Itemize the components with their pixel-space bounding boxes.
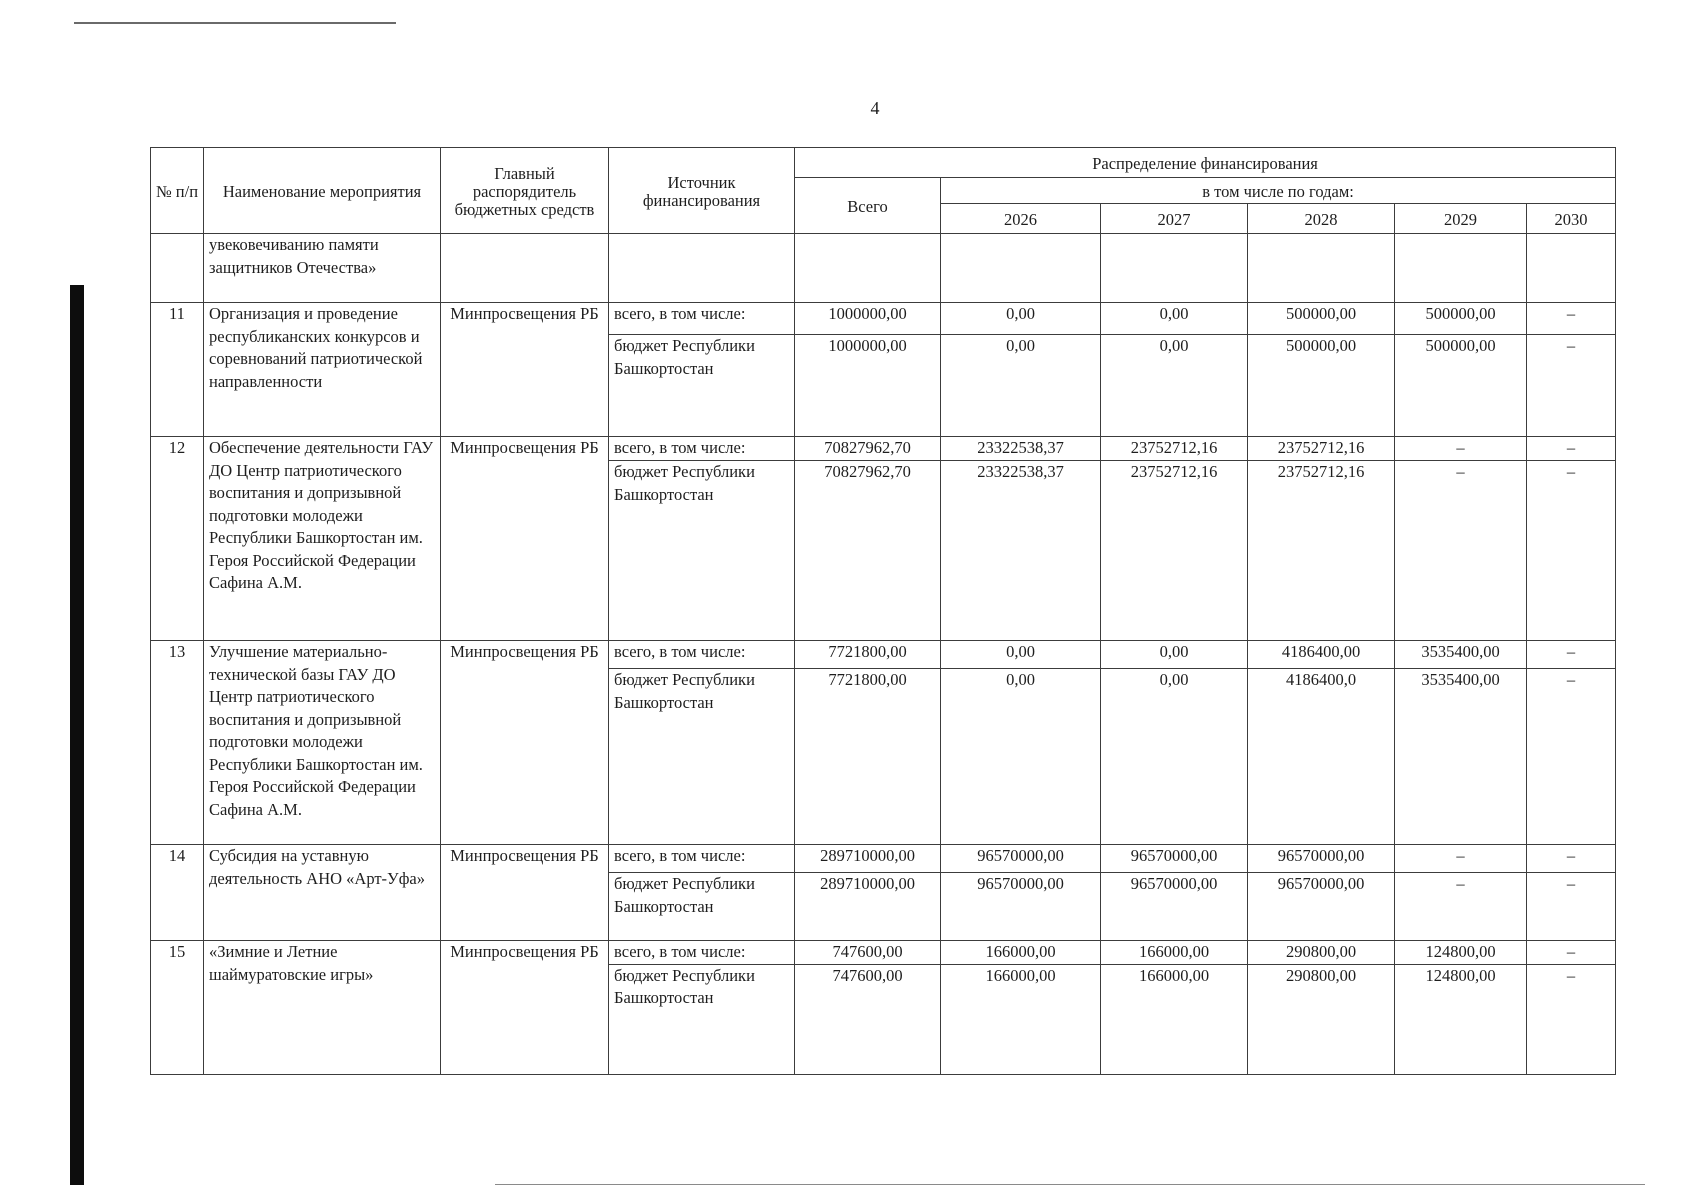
table-row [151, 234, 1616, 303]
row-budget-label: бюджет Республики Башкортостан [609, 461, 795, 641]
row-budget-2028: 500000,00 [1248, 335, 1395, 437]
row-manager: Минпросвещения РБ [441, 437, 609, 641]
row-budget-value: 70827962,70 [795, 461, 941, 641]
row-number: 15 [151, 941, 204, 1075]
header-year-2026: 2026 [941, 204, 1101, 234]
row-budget-2027: 0,00 [1101, 669, 1248, 845]
row-budget-2030: – [1527, 873, 1616, 941]
row-total-value: 70827962,70 [795, 437, 941, 461]
row-name: «Зимние и Летние шаймуратовские игры» [204, 941, 441, 1075]
row-total-2029: – [1395, 437, 1527, 461]
table-row [151, 941, 1616, 965]
row-budget-2028: 23752712,16 [1248, 461, 1395, 641]
row-total-2027: 166000,00 [1101, 941, 1248, 965]
row-budget-value: 1000000,00 [795, 335, 941, 437]
row-budget-2030: – [1527, 461, 1616, 641]
row-budget-2027: 166000,00 [1101, 964, 1248, 1074]
row-total-label: всего, в том числе: [609, 941, 795, 965]
scan-artifact-top-line [74, 22, 396, 24]
scan-artifact-bottom-line [495, 1184, 1645, 1185]
page-number: 4 [870, 98, 880, 118]
row-number: 12 [151, 437, 204, 641]
header-name: Наименование мероприятия [204, 148, 441, 234]
row-budget-2028: 4186400,0 [1248, 669, 1395, 845]
row-total-2030: – [1527, 641, 1616, 669]
header-year-2027: 2027 [1101, 204, 1248, 234]
table-row [151, 641, 1616, 669]
row-budget-2026: 0,00 [941, 669, 1101, 845]
row-total-2026: 96570000,00 [941, 845, 1101, 873]
row-total-2027: 0,00 [1101, 303, 1248, 335]
row-budget-2029: – [1395, 461, 1527, 641]
header-year-2029: 2029 [1395, 204, 1527, 234]
financing-table [150, 147, 1616, 1075]
row-budget-2029: – [1395, 873, 1527, 941]
row-total-value: 1000000,00 [795, 303, 941, 335]
row-budget-2026: 96570000,00 [941, 873, 1101, 941]
row-budget-label: бюджет Республики Башкортостан [609, 335, 795, 437]
row-budget-2030: – [1527, 964, 1616, 1074]
row-total-2026: 166000,00 [941, 941, 1101, 965]
row-budget-2029: 124800,00 [1395, 964, 1527, 1074]
row-total-label: всего, в том числе: [609, 845, 795, 873]
row-name: Улучшение материально-технической базы ГАУ ДО Центр патриотического воспитания и допризывной подготовки молодежи Республики Башкортостан им. Героя Российской Федерации Сафина А.М. [204, 641, 441, 845]
row-budget-2028: 290800,00 [1248, 964, 1395, 1074]
header-year-2030: 2030 [1527, 204, 1616, 234]
row-manager: Минпросвещения РБ [441, 845, 609, 941]
row-budget-2030: – [1527, 335, 1616, 437]
header-manager: Главный распорядитель бюджетных средств [441, 148, 609, 234]
scan-artifact-left-bar [70, 285, 84, 1185]
table-row [151, 303, 1616, 335]
row-total-2029: 3535400,00 [1395, 641, 1527, 669]
row-total-2030: – [1527, 845, 1616, 873]
row-total-2030: – [1527, 437, 1616, 461]
row-manager: Минпросвещения РБ [441, 941, 609, 1075]
row-total-2027: 96570000,00 [1101, 845, 1248, 873]
table-row [151, 845, 1616, 873]
header-total: Всего [795, 178, 941, 234]
row-total-2026: 0,00 [941, 641, 1101, 669]
row-budget-2026: 0,00 [941, 335, 1101, 437]
row-budget-value: 747600,00 [795, 964, 941, 1074]
header-number: № п/п [151, 148, 204, 234]
header-year-2028: 2028 [1248, 204, 1395, 234]
row-budget-2028: 96570000,00 [1248, 873, 1395, 941]
row-manager: Минпросвещения РБ [441, 303, 609, 437]
row-total-2027: 23752712,16 [1101, 437, 1248, 461]
row-total-label: всего, в том числе: [609, 437, 795, 461]
row-total-2029: – [1395, 845, 1527, 873]
row-number: 14 [151, 845, 204, 941]
row-budget-2026: 23322538,37 [941, 461, 1101, 641]
continuation-name: увековечиванию памяти защитников Отечества» [204, 234, 441, 303]
header-distribution: Распределение финансирования [795, 148, 1616, 178]
table-row [151, 437, 1616, 461]
row-total-2028: 4186400,00 [1248, 641, 1395, 669]
row-total-2028: 96570000,00 [1248, 845, 1395, 873]
row-total-2029: 124800,00 [1395, 941, 1527, 965]
row-total-value: 7721800,00 [795, 641, 941, 669]
row-budget-2029: 3535400,00 [1395, 669, 1527, 845]
row-total-2030: – [1527, 941, 1616, 965]
row-total-2029: 500000,00 [1395, 303, 1527, 335]
row-budget-2027: 0,00 [1101, 335, 1248, 437]
row-total-2027: 0,00 [1101, 641, 1248, 669]
row-budget-label: бюджет Республики Башкортостан [609, 669, 795, 845]
row-budget-2027: 96570000,00 [1101, 873, 1248, 941]
header-source: Источник финансирования [609, 148, 795, 234]
row-budget-2029: 500000,00 [1395, 335, 1527, 437]
row-budget-value: 289710000,00 [795, 873, 941, 941]
row-total-2030: – [1527, 303, 1616, 335]
row-name: Субсидия на уставную деятельность АНО «Арт-Уфа» [204, 845, 441, 941]
row-budget-2030: – [1527, 669, 1616, 845]
row-total-2028: 23752712,16 [1248, 437, 1395, 461]
row-total-2026: 0,00 [941, 303, 1101, 335]
row-manager: Минпросвещения РБ [441, 641, 609, 845]
row-total-value: 747600,00 [795, 941, 941, 965]
row-name: Обеспечение деятельности ГАУ ДО Центр патриотического воспитания и допризывной подготовки молодежи Республики Башкортостан им. Героя Российской Федерации Сафина А.М. [204, 437, 441, 641]
row-total-2028: 500000,00 [1248, 303, 1395, 335]
row-name: Организация и проведение республиканских конкурсов и соревнований патриотической направленности [204, 303, 441, 437]
row-budget-label: бюджет Республики Башкортостан [609, 964, 795, 1074]
row-total-label: всего, в том числе: [609, 641, 795, 669]
row-budget-2026: 166000,00 [941, 964, 1101, 1074]
header-by-years: в том числе по годам: [941, 178, 1616, 204]
row-total-label: всего, в том числе: [609, 303, 795, 335]
row-number: 11 [151, 303, 204, 437]
row-number: 13 [151, 641, 204, 845]
row-total-value: 289710000,00 [795, 845, 941, 873]
row-budget-2027: 23752712,16 [1101, 461, 1248, 641]
row-budget-value: 7721800,00 [795, 669, 941, 845]
row-total-2026: 23322538,37 [941, 437, 1101, 461]
row-budget-label: бюджет Республики Башкортостан [609, 873, 795, 941]
row-total-2028: 290800,00 [1248, 941, 1395, 965]
